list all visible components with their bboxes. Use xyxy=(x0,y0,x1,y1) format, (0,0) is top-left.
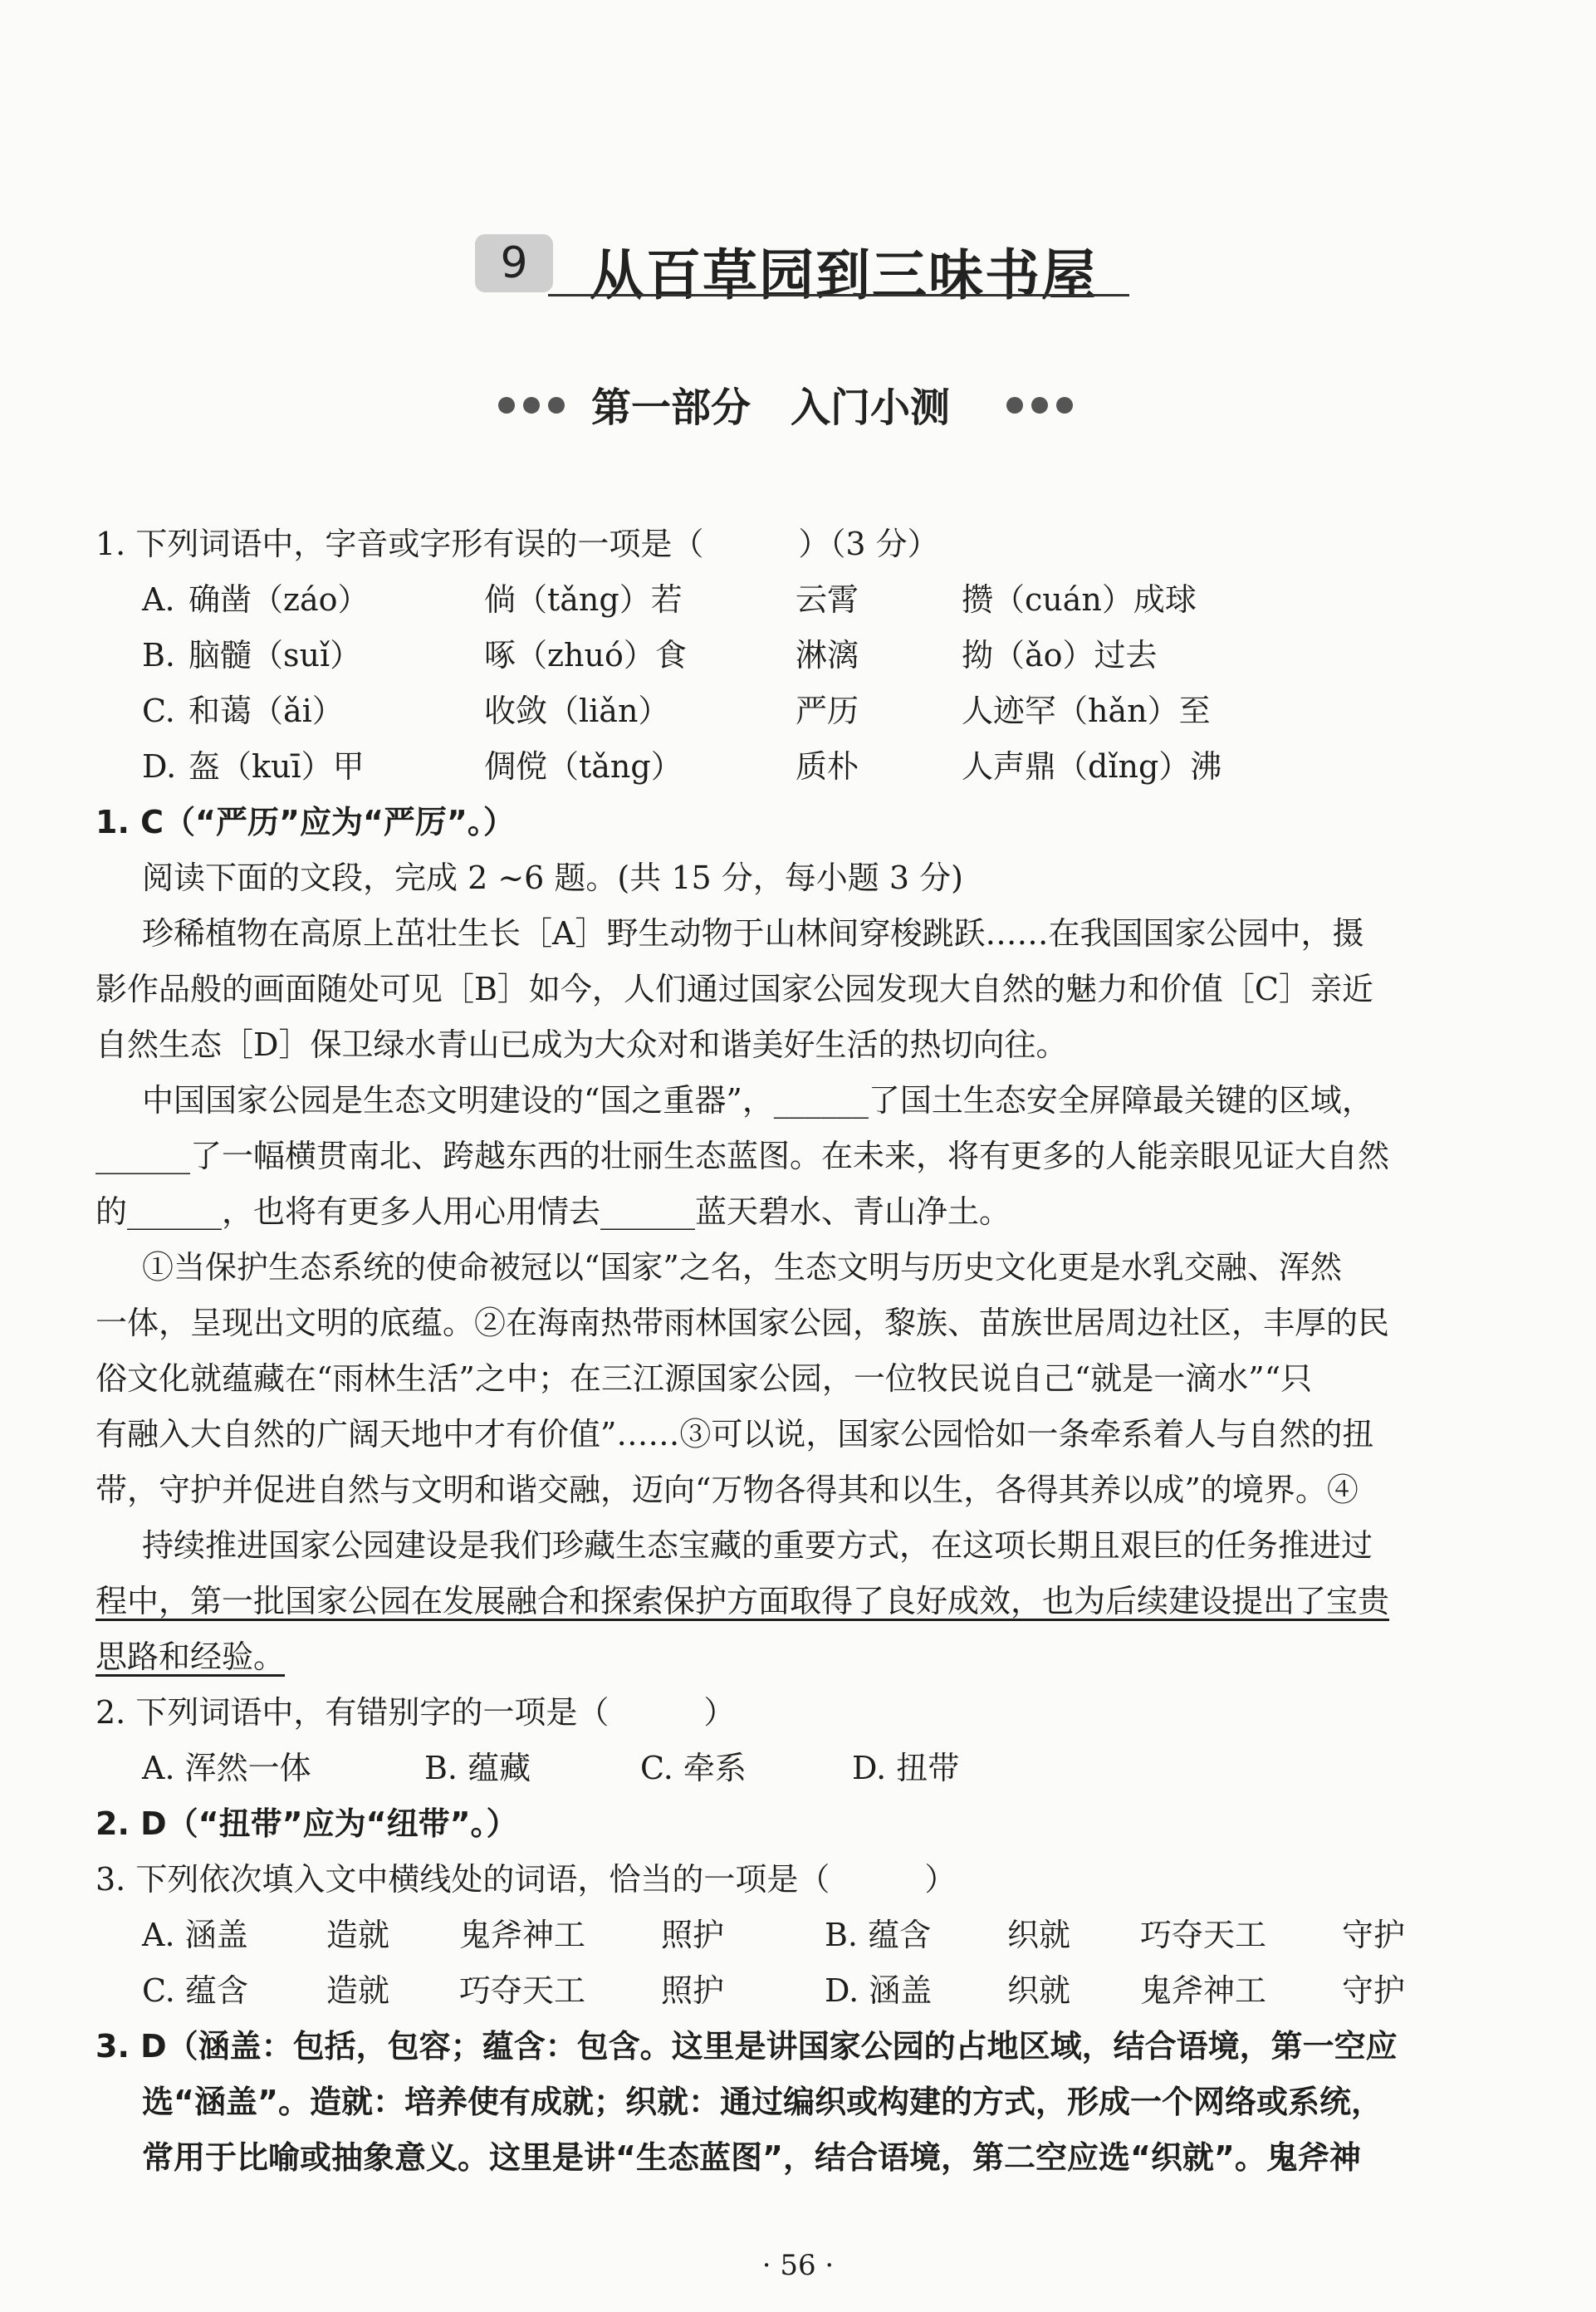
q1-stem: 1. 下列词语中，字音或字形有误的一项是（ ）（3 分） xyxy=(95,526,939,562)
dots-right-decoration xyxy=(1006,397,1081,417)
passage-line: 珍稀植物在高原上茁壮生长［A］野生动物于山林间穿梭跳跃……在我国国家公园中，摄 xyxy=(142,915,1364,952)
chapter-header xyxy=(465,223,1129,307)
title-underline xyxy=(548,294,1129,296)
passage-line: 自然生态［D］保卫绿水青山已成为大众对和谐美好生活的热切向往。 xyxy=(95,1026,1068,1063)
section-heading xyxy=(498,375,1096,434)
passage-line: ______了一幅横贯南北、跨越东西的壮丽生态蓝图。在未来，将有更多的人能亲眼见证大自然 xyxy=(95,1138,1390,1174)
passage-line: 中国国家公园是生态文明建设的“国之重器”，______了国土生态安全屏障最关键的区域， xyxy=(142,1082,1373,1119)
passage-underlined-line: 思路和经验。 xyxy=(95,1638,286,1675)
passage-line: ①当保护生态系统的使命被冠以“国家”之名，生态文明与历史文化更是水乳交融、浑然 xyxy=(142,1249,1342,1286)
chapter-title: 从百草园到三味书屋 xyxy=(590,242,1098,307)
passage-line: 带，守护并促进自然与文明和谐交融，迈向“万物各得其和以生，各得其养以成”的境界。④ xyxy=(95,1472,1359,1508)
passage-intro: 阅读下面的文段，完成 2 ~6 题。(共 15 分，每小题 3 分) xyxy=(142,860,963,896)
passage-line: 影作品般的画面随处可见［B］如今，人们通过国家公园发现大自然的魅力和价值［C］亲近 xyxy=(95,971,1374,1007)
q3-answer-line: 常用于比喻或抽象意义。这里是讲“生态蓝图”，结合语境，第二空应选“织就”。鬼斧神 xyxy=(142,2139,1361,2176)
dots-left-decoration xyxy=(498,397,573,417)
q3-answer-line: 选“涵盖”。造就：培养使有成就；织就：通过编织或构建的方式，形成一个网络或系统， xyxy=(142,2084,1383,2120)
q1-answer: 1. C（“严历”应为“严厉”。） xyxy=(95,804,515,840)
passage-underlined-line: 程中，第一批国家公园在发展融合和探索保护方面取得了良好成效，也为后续建设提出了宝贵 xyxy=(95,1583,1390,1619)
passage-line: 有融入大自然的广阔天地中才有价值”……③可以说，国家公园恰如一条牵系着人与自然的扭 xyxy=(95,1416,1374,1452)
document-page: 9 从百草园到三味书屋 第一部分 入门小测 1. 下列词语中，字音或字形有误的一项是（ ）（3 分） A. 确凿（záo） 倘（tǎng）若 云霄 攒（cuán）成球 B. 脑髓（suǐ） 啄（zhuó）食 淋漓 拗（ǎo）过去 C. 和蔼（ǎi） 收敛（liǎn） 严历 人迹罕（hǎn）至 D. 盔（kuī）甲 倜傥（tǎng） 质朴 人声鼎（dǐng）沸 1. C（“严历”应为“严厉”。） 阅读下面的文段，完成 2 ~6 题。(共 15 分，每小题 3 分) 珍稀植物在高原上茁壮生长［A］野生动物于山林间穿梭跳跃……在我国国家公园中，摄 影作品般的画面随处可见［B］如今，人们通过国家公园发现大自然的魅力和价值［C］亲近 自然生态［D］保卫绿水青山已成为大众对和谐美好生活的热切向往。 中国国家公园是生态文明建设的“国之重器”，______了国土生态安全屏障最关键的区域， ______了一幅横贯南北、跨越东西的壮丽生态蓝图。在未来，将有更多的人能亲眼见证大自然 的______，也将有更多人用心用情去______蓝天碧水、青山净土。 ①当保护生态系统的使命被冠以“国家”之名，生态文明与历史文化更是水乳交融、浑然 一体，呈现出文明的底蕴。②在海南热带雨林国家公园，黎族、苗族世居周边社区，丰厚的民 俗文化就蕴藏在“雨林生活”之中；在三江源国家公园，一位牧民说自己“就是一滴水”“只 有融入大自然的广阔天地中才有价值”……③可以说，国家公园恰如一条牵系着人与自然的扭 带，守护并促进自然与文明和谐交融，迈向“万物各得其和以生，各得其养以成”的境界。④ 持续推进国家公园建设是我们珍藏生态宝藏的重要方式，在这项长期且艰巨的任务推进过 程中，第一批国家公园在发展融合和探索保护方面取得了良好成效，也为后续建设提出了宝贵 思路和经验。 2. 下列词语中，有错别字的一项是（ ） A. 浑然一体 B. 蕴藏 C. 牵系 D. 扭带 2. D（“扭带”应为“纽带”。） 3. 下列依次填入文中横线处的词语，恰当的一项是（ ） A. 涵盖 造就 鬼斧神工 照护 B. 蕴含 织就 巧夺天工 守护 C. 蕴含 造就 巧夺天工 照护 D. 涵盖 织就 鬼斧神工 守护 3. D（涵盖：包括，包容；蕴含：包含。这里是讲国家公园的占地区域，结合语境，第一空应 选“涵盖”。造就：培养使有成就；织就：通过编织或构建的方式，形成一个网络或系统， 常用于比喻或抽象意义。这里是讲“生态蓝图”，结合语境，第二空应选“织就”。鬼斧神 · 56 · xyxy=(0,0,1596,2312)
passage-line: 俗文化就蕴藏在“雨林生活”之中；在三江源国家公园，一位牧民说自己“就是一滴水”“只 xyxy=(95,1360,1313,1397)
passage-line: 一体，呈现出文明的底蕴。②在海南热带雨林国家公园，黎族、苗族世居周边社区，丰厚的民 xyxy=(95,1305,1390,1341)
section-title: 第一部分 入门小测 xyxy=(591,385,951,431)
passage-line: 的______，也将有更多人用心用情去______蓝天碧水、青山净土。 xyxy=(95,1193,1011,1230)
q2-answer: 2. D（“扭带”应为“纽带”。） xyxy=(95,1805,518,1842)
q2-stem: 2. 下列词语中，有错别字的一项是（ ） xyxy=(95,1694,736,1731)
q3-answer-line: 3. D（涵盖：包括，包容；蕴含：包含。这里是讲国家公园的占地区域，结合语境，第一空应 xyxy=(95,2028,1398,2065)
chapter-number-badge: 9 xyxy=(475,234,553,292)
page-number: · 56 · xyxy=(761,2249,835,2282)
passage-line: 持续推进国家公园建设是我们珍藏生态宝藏的重要方式，在这项长期且艰巨的任务推进过 xyxy=(142,1527,1373,1564)
q3-stem: 3. 下列依次填入文中横线处的词语，恰当的一项是（ ） xyxy=(95,1861,957,1898)
